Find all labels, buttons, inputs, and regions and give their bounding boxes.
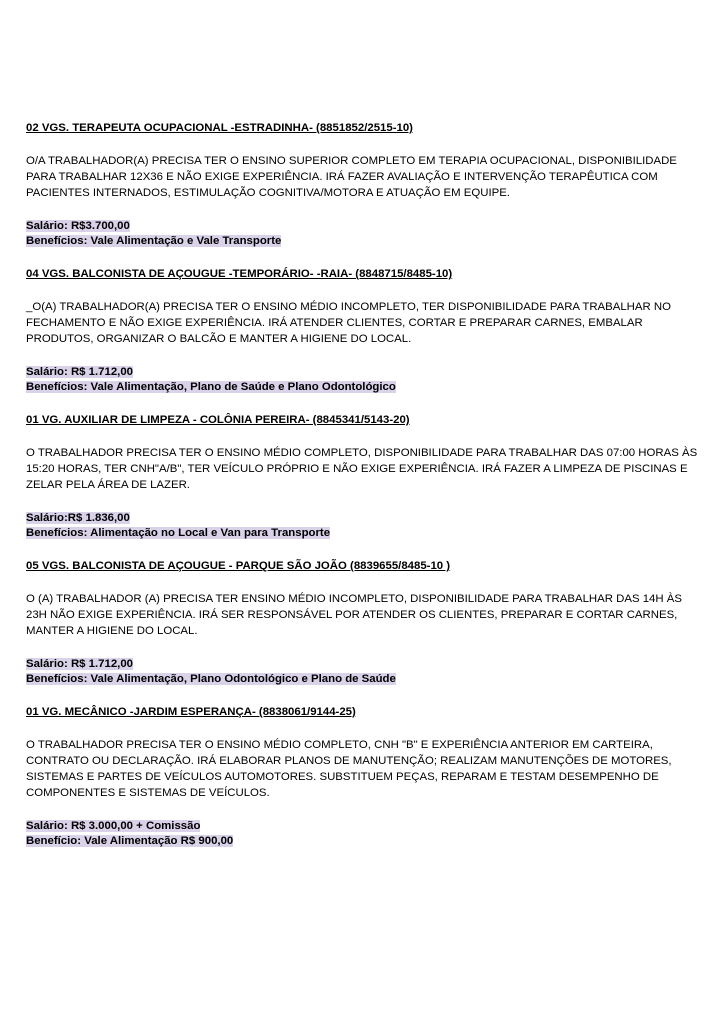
- job-benefits: Benefícios: Vale Alimentação e Vale Transporte: [26, 235, 282, 247]
- job-benefits: Benefícios: Alimentação no Local e Van para Transporte: [26, 527, 331, 539]
- job-benefits: Benefício: Vale Alimentação R$ 900,00: [26, 835, 234, 847]
- job-title: 05 VGS. BALCONISTA DE AÇOUGUE - PARQUE SÃO JOÃO (8839655/8485-10 ): [26, 560, 451, 572]
- job-description: O TRABALHADOR PRECISA TER O ENSINO MÉDIO COMPLETO, CNH "B" E EXPERIÊNCIA ANTERIOR EM CARTEIRA, CONTRATO OU DECLARAÇÃO. IRÁ ELABORAR PLANOS DE MANUTENÇÃO; REALIZAM MANUTENÇÕES DE MOTORES, SISTEMAS E PARTES DE VEÍCULOS AUTOMOTORES. SUBSTITUEM PEÇAS, REPARAM E TESTAM DESEMPENHO DE COMPONENTES E SISTEMAS DE VEÍCULOS.: [26, 739, 672, 799]
- job-description: O/A TRABALHADOR(A) PRECISA TER O ENSINO SUPERIOR COMPLETO EM TERAPIA OCUPACIONAL, DISPONIBILIDADE PARA TRABALHAR 12X36 E NÃO EXIGE EXPERIÊNCIA. IRÁ FAZER AVALIAÇÃO E INTERVENÇÃO TERAPÊUTICA COM PACIENTES INTERNADOS, ESTIMULAÇÃO COGNITIVA/MOTORA E ATUAÇÃO EM EQUIPE.: [26, 155, 677, 199]
- job-benefits: Benefícios: Vale Alimentação, Plano de Saúde e Plano Odontológico: [26, 381, 396, 393]
- job-listing: [26, 705, 698, 849]
- job-salary: Salário: R$ 1.712,00: [26, 366, 134, 378]
- job-salary: Salário: R$ 3.000,00 + Comissão: [26, 820, 201, 832]
- job-salary: Salário: R$3.700,00: [26, 220, 130, 232]
- job-title: 01 VG. AUXILIAR DE LIMPEZA - COLÔNIA PEREIRA- (8845341/5143-20): [26, 414, 410, 426]
- job-title: 02 VGS. TERAPEUTA OCUPACIONAL -ESTRADINHA- (8851852/2515-10): [26, 122, 413, 134]
- job-description: O TRABALHADOR PRECISA TER O ENSINO MÉDIO COMPLETO, DISPONIBILIDADE PARA TRABALHAR DAS 07:00 HORAS ÀS 15:20 HORAS, TER CNH"A/B", TER VEÍCULO PRÓPRIO E NÃO EXIGE EXPERIÊNCIA. IRÁ FAZER A LIMPEZA DE PISCINAS E ZELAR PELA ÁREA DE LAZER.: [26, 447, 698, 491]
- job-listing: [26, 413, 698, 559]
- job-salary: Salário:R$ 1.836,00: [26, 512, 130, 524]
- job-salary: Salário: R$ 1.712,00: [26, 658, 134, 670]
- job-listing: [26, 559, 698, 705]
- job-listing: [26, 267, 698, 413]
- job-description: _O(A) TRABALHADOR(A) PRECISA TER O ENSINO MÉDIO INCOMPLETO, TER DISPONIBILIDADE PARA TRABALHAR NO FECHAMENTO E NÃO EXIGE EXPERIÊNCIA. IRÁ ATENDER CLIENTES, CORTAR E PREPARAR CARNES, EMBALAR PRODUTOS, ORGANIZAR O BALCÃO E MANTER A HIGIENE DO LOCAL.: [26, 301, 671, 345]
- job-listing: [26, 121, 698, 267]
- job-listings-page: [26, 121, 698, 849]
- job-title: 01 VG. MECÂNICO -JARDIM ESPERANÇA- (8838061/9144-25): [26, 706, 356, 718]
- job-description: O (A) TRABALHADOR (A) PRECISA TER ENSINO MÉDIO INCOMPLETO, DISPONIBILIDADE PARA TRABALHAR DAS 14H ÀS 23H NÃO EXIGE EXPERIÊNCIA. IRÁ SER RESPONSÁVEL POR ATENDER OS CLIENTES, PREPARAR E CORTAR CARNES, MANTER A HIGIENE DO LOCAL.: [26, 593, 682, 637]
- job-benefits: Benefícios: Vale Alimentação, Plano Odontológico e Plano de Saúde: [26, 673, 396, 685]
- job-title: 04 VGS. BALCONISTA DE AÇOUGUE -TEMPORÁRIO- -RAIA- (8848715/8485-10): [26, 268, 453, 280]
